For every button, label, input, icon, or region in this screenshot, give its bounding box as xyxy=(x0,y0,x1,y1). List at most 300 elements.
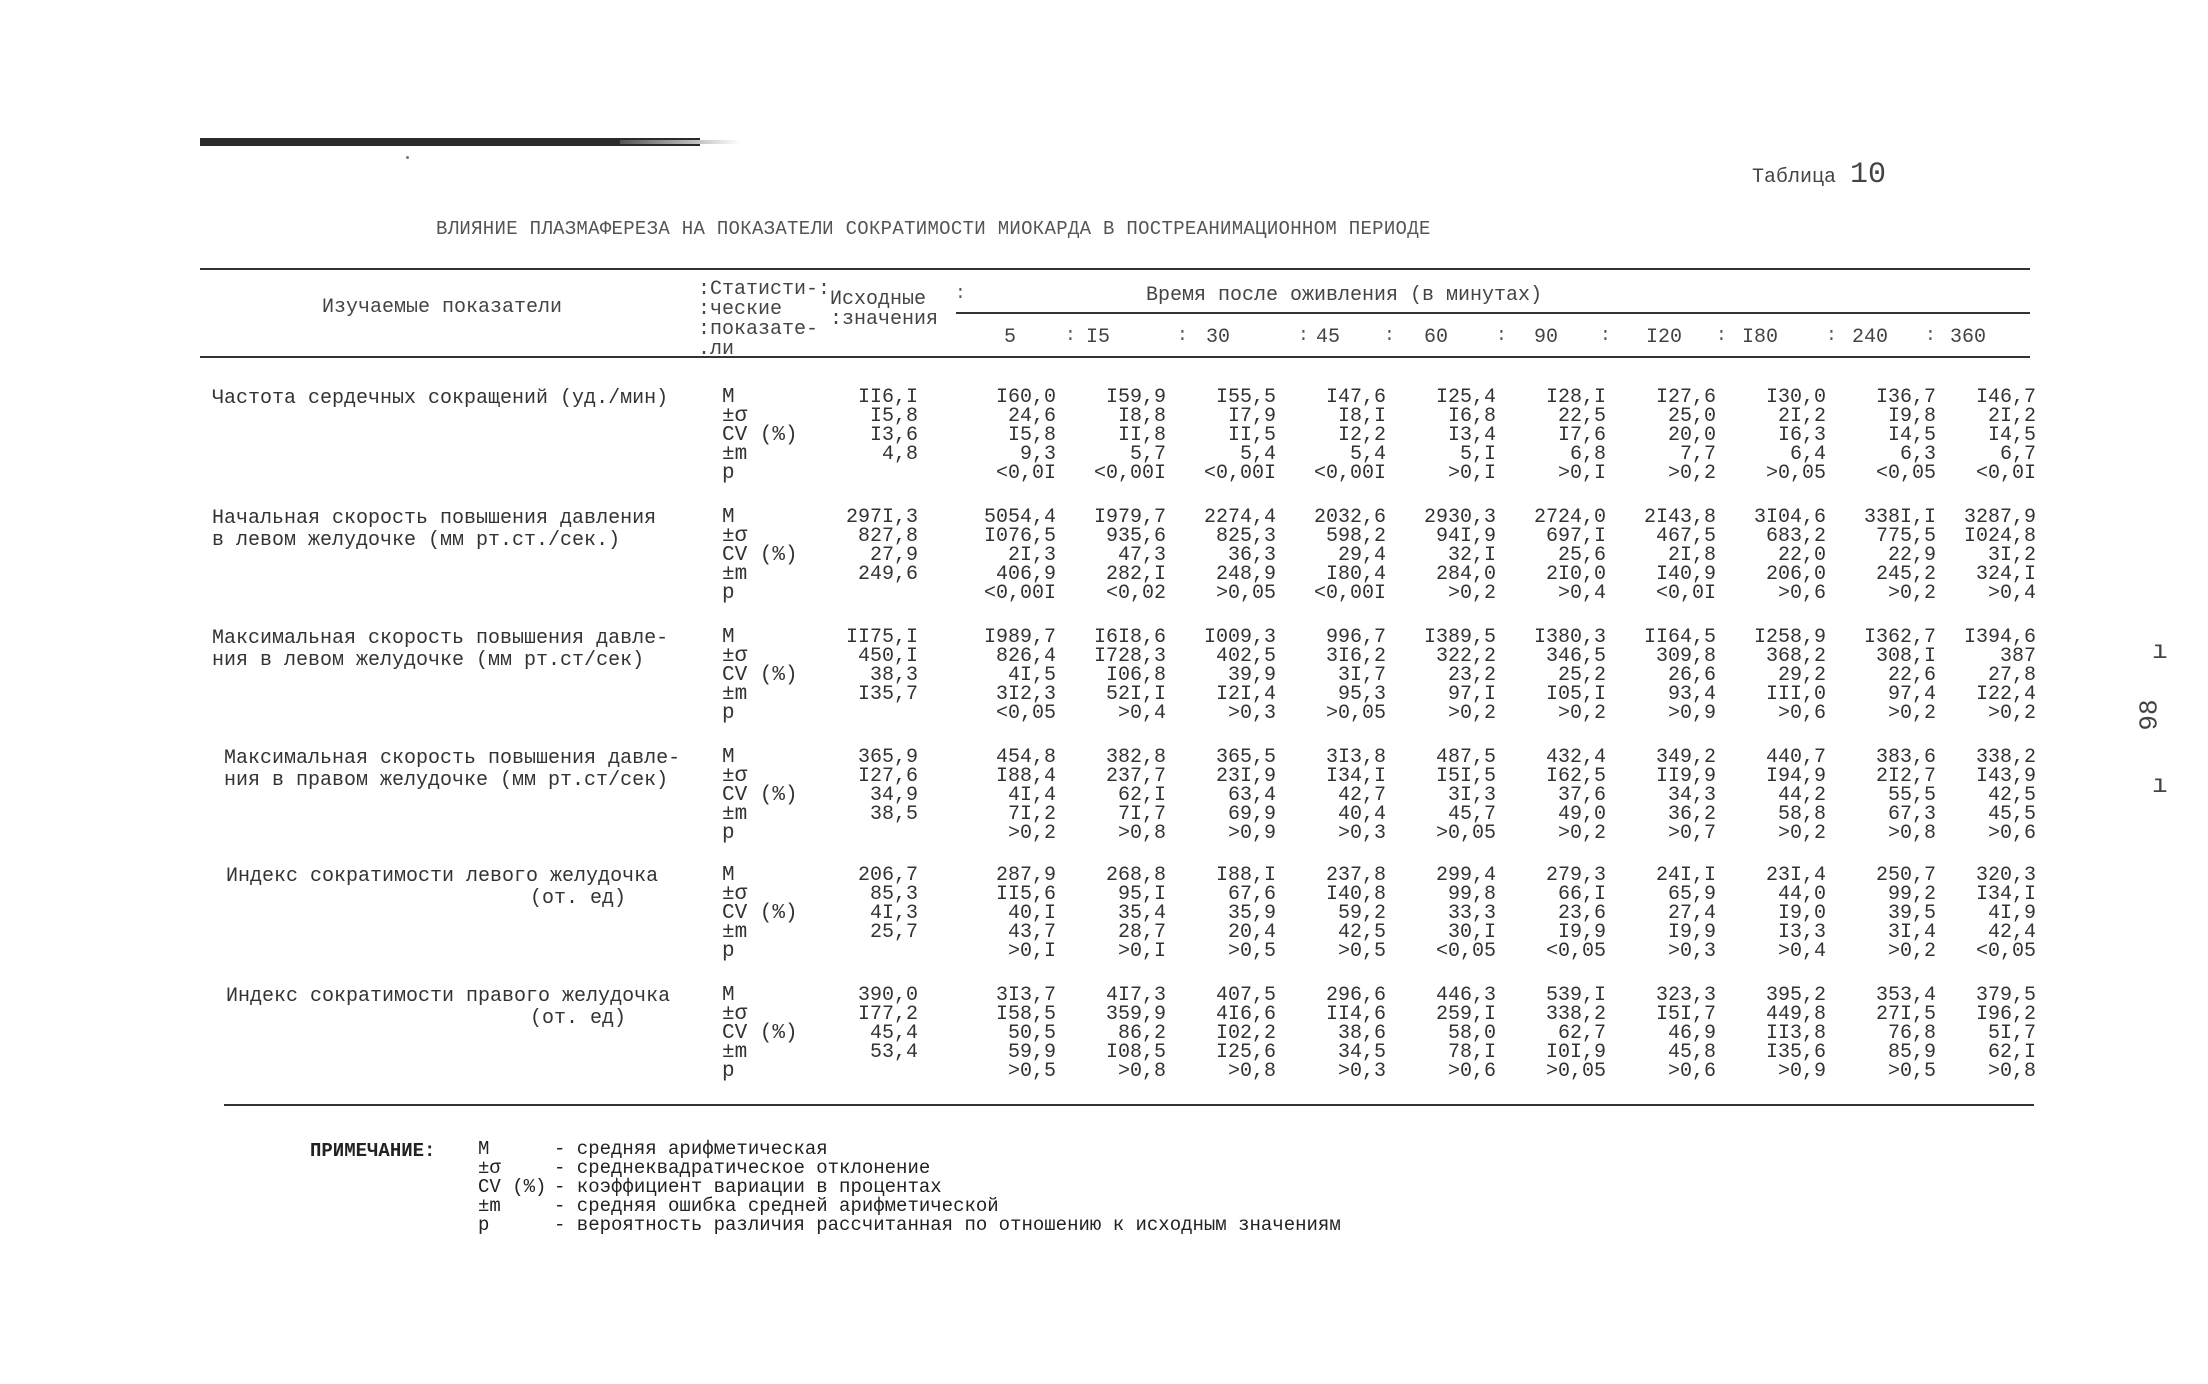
time-180-values xyxy=(1726,508,1826,603)
cell: >0,2 xyxy=(1777,822,1826,845)
cell: I25,4 xyxy=(1435,386,1496,409)
cell: 27,4 xyxy=(1667,902,1716,925)
cell: 5054,4 xyxy=(983,506,1056,529)
cell: >0,2 xyxy=(1447,582,1496,605)
row-label-line: (от. ед) xyxy=(529,1007,626,1030)
cell: 279,3 xyxy=(1545,864,1606,887)
cell: 5,I xyxy=(1459,443,1496,466)
stat-symbol: p xyxy=(722,702,735,725)
cell: 27,9 xyxy=(869,544,918,567)
header-separator: : xyxy=(1384,326,1395,346)
cell: 2724,0 xyxy=(1533,506,1606,529)
cell: II3,8 xyxy=(1765,1022,1826,1045)
cell: I55,5 xyxy=(1215,386,1276,409)
cell: 9,3 xyxy=(1019,443,1056,466)
cell: 697,I xyxy=(1545,525,1606,548)
cell: 86,2 xyxy=(1117,1022,1166,1045)
cell: 324,I xyxy=(1975,563,2036,586)
cell: I9,9 xyxy=(1557,921,1606,944)
stat-symbol: ±m xyxy=(722,803,748,826)
time-180-values xyxy=(1726,628,1826,723)
time-45-values xyxy=(1286,388,1386,483)
cell: 30,I xyxy=(1447,921,1496,944)
cell: 35,4 xyxy=(1117,902,1166,925)
cell: 402,5 xyxy=(1215,645,1276,668)
cell: 825,3 xyxy=(1215,525,1276,548)
header-time-180: I80 xyxy=(1742,326,1779,349)
cell: I27,6 xyxy=(857,765,918,788)
cell: I258,9 xyxy=(1753,626,1826,649)
cell: I6,8 xyxy=(1447,405,1496,428)
cell: 2274,4 xyxy=(1203,506,1276,529)
cell: 3I3,8 xyxy=(1325,746,1386,769)
cell: >0,6 xyxy=(1777,582,1826,605)
cell: 97,I xyxy=(1447,683,1496,706)
cell: 85,3 xyxy=(869,883,918,906)
table-number: 10 xyxy=(1850,158,1887,192)
cell: >0,4 xyxy=(1777,940,1826,963)
row-label xyxy=(212,508,712,552)
cell: 282,I xyxy=(1105,563,1166,586)
cell: 62,I xyxy=(1987,1041,2036,1064)
cell: 22,5 xyxy=(1557,405,1606,428)
cell: 454,8 xyxy=(995,746,1056,769)
cell: >0,05 xyxy=(1435,822,1496,845)
cell xyxy=(830,704,918,723)
cell: 99,2 xyxy=(1887,883,1936,906)
stat-symbol: M xyxy=(722,506,735,529)
cell: 3I,3 xyxy=(1447,784,1496,807)
cell: I35,7 xyxy=(857,683,918,706)
time-120-values xyxy=(1616,508,1716,603)
cell: 449,8 xyxy=(1765,1003,1826,1026)
cell: 3I6,2 xyxy=(1325,645,1386,668)
cell: 248,9 xyxy=(1215,563,1276,586)
cell: 299,4 xyxy=(1435,864,1496,887)
baseline-values xyxy=(830,986,918,1081)
cell: 22,6 xyxy=(1887,664,1936,687)
cell: I380,3 xyxy=(1533,626,1606,649)
note-heading: ПРИМЕЧАНИЕ: xyxy=(310,1140,436,1162)
cell: 296,6 xyxy=(1325,984,1386,1007)
cell: I4,5 xyxy=(1887,424,1936,447)
cell: 40,I xyxy=(1007,902,1056,925)
cell: 58,0 xyxy=(1447,1022,1496,1045)
cell: 25,6 xyxy=(1557,544,1606,567)
cell: 38,3 xyxy=(869,664,918,687)
cell: 23,2 xyxy=(1447,664,1496,687)
time-45-values xyxy=(1286,508,1386,603)
stat-symbol: ±σ xyxy=(722,1003,748,1026)
cell: >0,I xyxy=(1557,462,1606,485)
stat-symbol: p xyxy=(722,822,735,845)
row-label xyxy=(212,628,712,672)
cell: 2930,3 xyxy=(1423,506,1496,529)
note-text: - коэффициент вариации в процентах xyxy=(554,1176,942,1198)
cell: 320,3 xyxy=(1975,864,2036,887)
cell: II4,6 xyxy=(1325,1003,1386,1026)
cell: 34,5 xyxy=(1337,1041,1386,1064)
cell: I979,7 xyxy=(1093,506,1166,529)
time-90-values xyxy=(1506,986,1606,1081)
cell: >0,4 xyxy=(1987,582,2036,605)
cell: I7,6 xyxy=(1557,424,1606,447)
cell: 935,6 xyxy=(1105,525,1166,548)
cell: 440,7 xyxy=(1765,746,1826,769)
cell: 4I6,6 xyxy=(1215,1003,1276,1026)
time-120-values xyxy=(1616,388,1716,483)
cell: 3I3,7 xyxy=(995,984,1056,1007)
cell: 3I,7 xyxy=(1337,664,1386,687)
cell: >0,6 xyxy=(1447,1060,1496,1083)
cell: I8,I xyxy=(1337,405,1386,428)
cell: 539,I xyxy=(1545,984,1606,1007)
cell: I3,6 xyxy=(869,424,918,447)
cell: I22,4 xyxy=(1975,683,2036,706)
cell: 338,2 xyxy=(1975,746,2036,769)
cell: 6,7 xyxy=(1999,443,2036,466)
cell: I88,4 xyxy=(995,765,1056,788)
cell: 20,4 xyxy=(1227,921,1276,944)
cell: >0,6 xyxy=(1667,1060,1716,1083)
cell: <0,00I xyxy=(1093,462,1166,485)
top-rule-fade xyxy=(620,140,740,144)
cell: >0,05 xyxy=(1765,462,1826,485)
cell: I7,9 xyxy=(1227,405,1276,428)
cell: I30,0 xyxy=(1765,386,1826,409)
cell: 250,7 xyxy=(1875,864,1936,887)
cell: >0,2 xyxy=(1557,702,1606,725)
time-30-values xyxy=(1176,628,1276,723)
cell: I5I,7 xyxy=(1655,1003,1716,1026)
stat-symbol: ±m xyxy=(722,443,748,466)
note-text: - средняя арифметическая xyxy=(554,1138,828,1160)
row-label-line: Начальная скорость повышения давления xyxy=(212,507,657,530)
cell: 65,9 xyxy=(1667,883,1716,906)
header-baseline xyxy=(830,290,938,330)
cell: I06,8 xyxy=(1105,664,1166,687)
cell: >0,2 xyxy=(1887,940,1936,963)
cell: 45,4 xyxy=(869,1022,918,1045)
cell: >0,8 xyxy=(1887,822,1936,845)
cell: 28,7 xyxy=(1117,921,1166,944)
cell: 3I,4 xyxy=(1887,921,1936,944)
cell: II9,9 xyxy=(1655,765,1716,788)
cell: 62,7 xyxy=(1557,1022,1606,1045)
cell: 25,7 xyxy=(869,921,918,944)
cell: I77,2 xyxy=(857,1003,918,1026)
time-120-values xyxy=(1616,748,1716,843)
row-label xyxy=(212,388,712,410)
cell: 55,5 xyxy=(1887,784,1936,807)
cell: II,8 xyxy=(1117,424,1166,447)
stat-symbol: CV (%) xyxy=(722,1022,798,1045)
cell: 42,5 xyxy=(1337,921,1386,944)
cell: 249,6 xyxy=(857,563,918,586)
cell: 40,4 xyxy=(1337,803,1386,826)
cell: 7,7 xyxy=(1679,443,1716,466)
cell: 34,9 xyxy=(869,784,918,807)
cell: 67,6 xyxy=(1227,883,1276,906)
cell: 338I,I xyxy=(1863,506,1936,529)
time-240-values xyxy=(1836,508,1936,603)
cell: 245,2 xyxy=(1875,563,1936,586)
time-180-values xyxy=(1726,866,1826,961)
cell: >0,8 xyxy=(1117,822,1166,845)
stat-symbol: ±σ xyxy=(722,525,748,548)
header-separator: : xyxy=(1925,326,1936,346)
cell: 36,3 xyxy=(1227,544,1276,567)
table-label xyxy=(1752,158,1886,192)
note-text: - вероятность различия рассчитанная по отношению к исходным значениям xyxy=(554,1214,1341,1236)
stat-symbol: ±σ xyxy=(722,405,748,428)
cell: 5,7 xyxy=(1129,443,1166,466)
stat-symbols xyxy=(722,866,812,961)
cell: 4I,4 xyxy=(1007,784,1056,807)
time-30-values xyxy=(1176,748,1276,843)
cell: 598,2 xyxy=(1325,525,1386,548)
cell: 6,8 xyxy=(1569,443,1606,466)
cell: >0,8 xyxy=(1987,1060,2036,1083)
cell: 446,3 xyxy=(1435,984,1496,1007)
cell: 379,5 xyxy=(1975,984,2036,1007)
cell: 94I,9 xyxy=(1435,525,1496,548)
header-stat-line: :Статисти-: xyxy=(698,278,831,301)
note-symbol: M xyxy=(478,1138,490,1160)
header-separator: : xyxy=(1716,326,1727,346)
cell: 395,2 xyxy=(1765,984,1826,1007)
cell: I9,9 xyxy=(1667,921,1716,944)
cell: 44,2 xyxy=(1777,784,1826,807)
cell: I362,7 xyxy=(1863,626,1936,649)
stat-symbol: p xyxy=(722,940,735,963)
cell: >0,2 xyxy=(1987,702,2036,725)
table-top-rule xyxy=(200,268,2030,270)
time-360-values xyxy=(1936,628,2036,723)
row-label-line: ния в правом желудочке (мм рт.ст/сек) xyxy=(224,769,669,792)
cell: 4,8 xyxy=(881,443,918,466)
cell: 432,4 xyxy=(1545,746,1606,769)
cell: >0,3 xyxy=(1227,702,1276,725)
header-time-5: 5 xyxy=(1004,326,1017,349)
cell: 95,3 xyxy=(1337,683,1386,706)
header-indicators: Изучаемые показатели xyxy=(322,296,563,319)
cell: I27,6 xyxy=(1655,386,1716,409)
baseline-values xyxy=(830,748,918,843)
cell: I60,0 xyxy=(995,386,1056,409)
cell: 3I,2 xyxy=(1987,544,2036,567)
cell: 297I,3 xyxy=(845,506,918,529)
cell: 66,I xyxy=(1557,883,1606,906)
cell: I4,5 xyxy=(1987,424,2036,447)
cell: 23I,4 xyxy=(1765,864,1826,887)
cell: 25,2 xyxy=(1557,664,1606,687)
baseline-values xyxy=(830,388,918,483)
cell: 346,5 xyxy=(1545,645,1606,668)
cell: I009,3 xyxy=(1203,626,1276,649)
cell: 46,9 xyxy=(1667,1022,1716,1045)
cell: 2I0,0 xyxy=(1545,563,1606,586)
header-separator: : xyxy=(1826,326,1837,346)
row-label-line: Индекс сократимости правого желудочка xyxy=(226,985,671,1008)
cell: <0,05 xyxy=(1875,462,1936,485)
cell: 24I,I xyxy=(1655,864,1716,887)
time-15-values xyxy=(1066,986,1166,1081)
cell: II64,5 xyxy=(1643,626,1716,649)
cell: I0I,9 xyxy=(1545,1041,1606,1064)
cell: 99,8 xyxy=(1447,883,1496,906)
cell: III,0 xyxy=(1765,683,1826,706)
cell: 2I,2 xyxy=(1987,405,2036,428)
cell: 338,2 xyxy=(1545,1003,1606,1026)
header-time-title: Время после оживления (в минутах) xyxy=(1146,284,1543,307)
cell: I2I,4 xyxy=(1215,683,1276,706)
time-60-values xyxy=(1396,628,1496,723)
cell: I80,4 xyxy=(1325,563,1386,586)
cell: >0,4 xyxy=(1117,702,1166,725)
cell: 35,9 xyxy=(1227,902,1276,925)
cell: 5I,7 xyxy=(1987,1022,2036,1045)
cell: 43,7 xyxy=(1007,921,1056,944)
time-30-values xyxy=(1176,866,1276,961)
cell: 467,5 xyxy=(1655,525,1716,548)
cell: 59,9 xyxy=(1007,1041,1056,1064)
cell: >0,3 xyxy=(1667,940,1716,963)
stat-symbol: M xyxy=(722,984,735,1007)
row-label xyxy=(226,866,686,910)
cell: 406,9 xyxy=(995,563,1056,586)
cell: I34,I xyxy=(1325,765,1386,788)
baseline-values xyxy=(830,628,918,723)
cell: 2I,8 xyxy=(1667,544,1716,567)
cell: II5,6 xyxy=(995,883,1056,906)
cell: I989,7 xyxy=(983,626,1056,649)
cell: 5,4 xyxy=(1349,443,1386,466)
cell: >0,6 xyxy=(1777,702,1826,725)
cell: 387 xyxy=(1999,645,2036,668)
cell: 4I,3 xyxy=(869,902,918,925)
header-stat-line: .ли xyxy=(698,338,735,361)
cell: 775,5 xyxy=(1875,525,1936,548)
row-label xyxy=(226,986,686,1030)
cell: 78,I xyxy=(1447,1041,1496,1064)
cell: 323,3 xyxy=(1655,984,1716,1007)
cell: 44,0 xyxy=(1777,883,1826,906)
cell: 24,6 xyxy=(1007,405,1056,428)
cell: 3I2,3 xyxy=(995,683,1056,706)
time-5-values xyxy=(956,508,1056,603)
header-time-60: 60 xyxy=(1424,326,1449,349)
stat-symbols xyxy=(722,986,812,1081)
time-240-values xyxy=(1836,866,1936,961)
row-label-line: Индекс сократимости левого желудочка xyxy=(226,865,659,888)
cell: 38,6 xyxy=(1337,1022,1386,1045)
cell: <0,00I xyxy=(1203,462,1276,485)
table-bottom-rule xyxy=(224,1104,2034,1106)
cell: >0,7 xyxy=(1667,822,1716,845)
cell: 39,5 xyxy=(1887,902,1936,925)
cell: 23,6 xyxy=(1557,902,1606,925)
cell: 2032,6 xyxy=(1313,506,1386,529)
stat-symbols xyxy=(722,628,812,723)
cell: >0,9 xyxy=(1667,702,1716,725)
cell: I5,8 xyxy=(869,405,918,428)
stat-symbols xyxy=(722,508,812,603)
cell: >0,8 xyxy=(1227,1060,1276,1083)
cell: 63,4 xyxy=(1227,784,1276,807)
cell: I6I8,6 xyxy=(1093,626,1166,649)
time-60-values xyxy=(1396,986,1496,1081)
cell: 95,I xyxy=(1117,883,1166,906)
time-15-values xyxy=(1066,866,1166,961)
cell: II,5 xyxy=(1227,424,1276,447)
stat-symbol: p xyxy=(722,1060,735,1083)
cell: 37,6 xyxy=(1557,784,1606,807)
cell: I25,6 xyxy=(1215,1041,1276,1064)
stat-symbol: CV (%) xyxy=(722,424,798,447)
time-45-values xyxy=(1286,748,1386,843)
time-45-values xyxy=(1286,866,1386,961)
cell: I5,8 xyxy=(1007,424,1056,447)
row-label-line: ния в левом желудочке (мм рт.ст/сек) xyxy=(212,649,645,672)
stat-symbols xyxy=(722,388,812,483)
margin-dash: ı xyxy=(2152,770,2168,800)
table-label-text: Таблица xyxy=(1752,166,1837,189)
time-180-values xyxy=(1726,748,1826,843)
cell: I389,5 xyxy=(1423,626,1496,649)
cell: I58,5 xyxy=(995,1003,1056,1026)
cell: 32,I xyxy=(1447,544,1496,567)
header-time-45: 45 xyxy=(1316,326,1341,349)
cell: 85,9 xyxy=(1887,1041,1936,1064)
time-5-values xyxy=(956,866,1056,961)
cell: 20,0 xyxy=(1667,424,1716,447)
cell: I05,I xyxy=(1545,683,1606,706)
stat-symbols xyxy=(722,748,812,843)
time-120-values xyxy=(1616,628,1716,723)
cell: >0,2 xyxy=(1887,702,1936,725)
cell: 487,5 xyxy=(1435,746,1496,769)
time-5-values xyxy=(956,388,1056,483)
stat-symbol: CV (%) xyxy=(722,664,798,687)
cell: >0,4 xyxy=(1557,582,1606,605)
stat-symbol: ±m xyxy=(722,1041,748,1064)
stat-symbol: CV (%) xyxy=(722,544,798,567)
page-number: 98 xyxy=(2134,699,2165,731)
row-label xyxy=(224,748,724,792)
time-30-values xyxy=(1176,986,1276,1081)
cell: 47,3 xyxy=(1117,544,1166,567)
time-240-values xyxy=(1836,388,1936,483)
cell: >0,9 xyxy=(1227,822,1276,845)
row-label-line: в левом желудочке (мм рт.ст./сек.) xyxy=(212,529,621,552)
cell: 383,6 xyxy=(1875,746,1936,769)
cell: 7I,7 xyxy=(1117,803,1166,826)
stat-symbol: M xyxy=(722,386,735,409)
time-30-values xyxy=(1176,388,1276,483)
time-240-values xyxy=(1836,748,1936,843)
cell: 450,I xyxy=(857,645,918,668)
time-90-values xyxy=(1506,508,1606,603)
cell: 27,8 xyxy=(1987,664,2036,687)
cell: 97,4 xyxy=(1887,683,1936,706)
cell: II6,I xyxy=(857,386,918,409)
cell: 3I04,6 xyxy=(1753,506,1826,529)
cell: 50,5 xyxy=(1007,1022,1056,1045)
header-separator: : xyxy=(1298,326,1309,346)
cell: II75,I xyxy=(845,626,918,649)
cell: 3287,9 xyxy=(1963,506,2036,529)
